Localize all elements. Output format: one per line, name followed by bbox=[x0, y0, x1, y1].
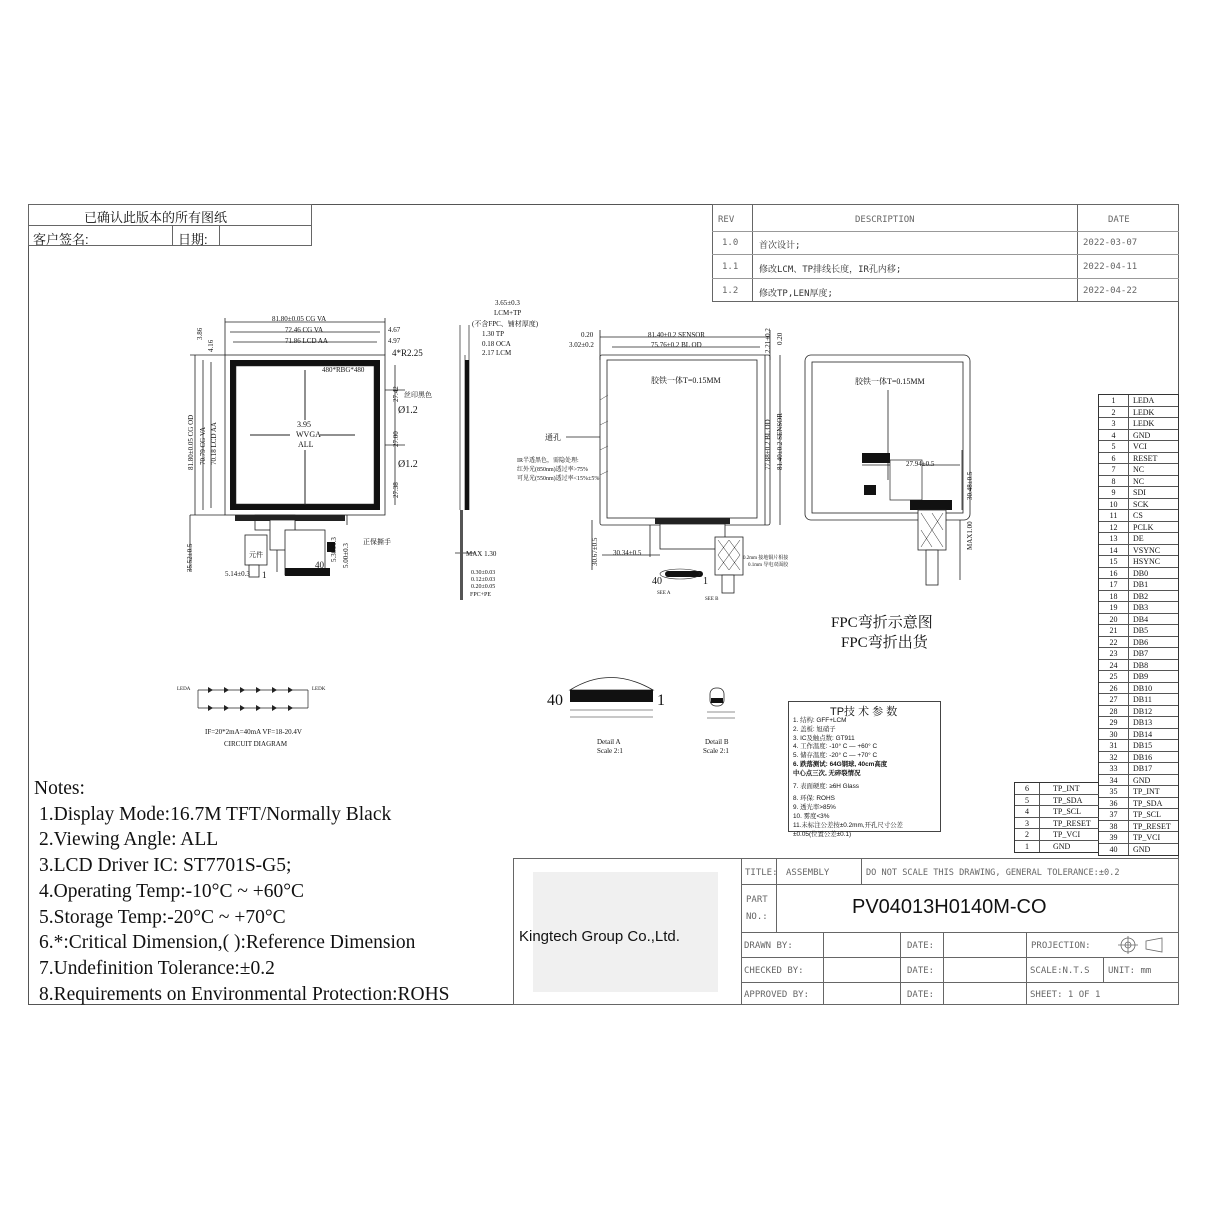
pin-row bbox=[1099, 740, 1178, 752]
pin-number: 32 bbox=[1099, 752, 1129, 763]
bent-max: MAX1.00 bbox=[966, 521, 974, 550]
rev-number: 1.1 bbox=[722, 262, 739, 272]
tb-row-1 bbox=[741, 884, 1179, 885]
scale-label: SCALE:N.T.S bbox=[1030, 966, 1090, 976]
note-item: 2.Viewing Angle: ALL bbox=[39, 829, 219, 851]
date-label: 日期: bbox=[178, 232, 208, 247]
detail-a-title: Detail A bbox=[597, 738, 621, 746]
pin-number: 29 bbox=[1099, 717, 1129, 728]
tp-dim-right-3: 77.88±0.2 BL OD bbox=[764, 419, 772, 470]
pin-number: 9 bbox=[1099, 487, 1129, 498]
pin-signal: DB0 bbox=[1133, 568, 1149, 578]
size-label: 3.95 bbox=[297, 420, 311, 429]
detail-a-pin40: 40 bbox=[547, 692, 563, 709]
pin-signal: HSYNC bbox=[1133, 557, 1161, 566]
pin-row bbox=[1099, 706, 1178, 718]
side-max: MAX 1.30 bbox=[466, 550, 497, 558]
pin-row bbox=[1099, 786, 1178, 798]
pin-signal: TP_RESET bbox=[1133, 821, 1171, 831]
notes-block bbox=[34, 776, 450, 1007]
pin-row bbox=[1099, 407, 1178, 419]
pin-number: 3 bbox=[1099, 418, 1129, 429]
rev-number: 1.2 bbox=[722, 286, 739, 296]
side-layer-oca: 0.18 OCA bbox=[482, 340, 511, 348]
side-fpc-pe: FPC+PE bbox=[470, 592, 492, 598]
rev-header: REV bbox=[718, 215, 735, 225]
pin-signal: SDI bbox=[1133, 488, 1146, 497]
tp-param: 7. 表面硬度: ≥6H Glass bbox=[793, 782, 860, 790]
pin-row bbox=[1099, 729, 1178, 741]
front-pin1: 1 bbox=[262, 570, 267, 580]
side-thickness: 3.65±0.3 bbox=[495, 299, 520, 307]
detail-a-drawing bbox=[565, 665, 665, 725]
pin-row bbox=[1099, 464, 1178, 476]
date-label-2: DATE: bbox=[907, 966, 935, 976]
projection-label: PROJECTION: bbox=[1031, 941, 1091, 951]
tp-pin1: 1 bbox=[703, 576, 708, 587]
company-name: Kingtech Group Co.,Ltd. bbox=[519, 928, 680, 945]
date-label-3: DATE: bbox=[907, 990, 935, 1000]
pin-signal: DB5 bbox=[1133, 626, 1149, 635]
pin-row bbox=[1099, 476, 1178, 488]
tp-pin-row bbox=[1015, 806, 1099, 818]
side-layer-tp: 1.30 TP bbox=[482, 330, 505, 338]
rev-description: 修改LCM、TP排线长度，IR孔内移; bbox=[759, 265, 902, 275]
detail-b-scale: Scale 2:1 bbox=[703, 747, 729, 755]
title-value: ASSEMBLY bbox=[786, 868, 830, 878]
pin-row bbox=[1099, 591, 1178, 603]
pin-signal: DB2 bbox=[1133, 591, 1149, 601]
pin-signal: LEDA bbox=[1133, 396, 1155, 405]
tp-param: 2. 盖板: 旭硝子 bbox=[793, 725, 836, 733]
pin-signal: DB16 bbox=[1133, 752, 1153, 762]
dim-cg-va-left: 70.79 CG VA bbox=[199, 426, 207, 465]
pin-signal: DB10 bbox=[1133, 683, 1153, 693]
pin-signal: GND bbox=[1133, 430, 1151, 440]
dim-right-2: 4.97 bbox=[388, 337, 401, 345]
part-label-2: NO.: bbox=[746, 912, 768, 922]
tp-param: 中心点三次, 无碎裂情况 bbox=[793, 769, 861, 777]
pin-signal: NC bbox=[1133, 465, 1145, 474]
side-lcm-tp: LCM+TP bbox=[494, 309, 522, 317]
detail-a-pin1: 1 bbox=[657, 692, 665, 709]
dim-lcd-aa-left: 70.18 LCD AA bbox=[210, 422, 218, 465]
tp-pin-number: 4 bbox=[1015, 806, 1040, 817]
pin-row bbox=[1099, 694, 1178, 706]
customer-sign-label: 客户签名: bbox=[33, 232, 89, 247]
fpc-bend-subtitle: FPC弯折出货 bbox=[841, 635, 928, 651]
pin-signal: TP_INT bbox=[1133, 787, 1160, 796]
note-item: 3.LCD Driver IC: ST7701S-G5; bbox=[39, 855, 292, 877]
revision-row bbox=[712, 232, 1179, 255]
pin-signal: DB11 bbox=[1133, 695, 1152, 704]
pin-number: 7 bbox=[1099, 464, 1129, 475]
pin-number: 15 bbox=[1099, 556, 1129, 567]
pin-signal: DB13 bbox=[1133, 718, 1153, 727]
unit-label: UNIT: mm bbox=[1108, 966, 1152, 976]
pin-row bbox=[1099, 568, 1178, 580]
dim-bottom-2: 5.30±0.3 bbox=[330, 537, 338, 562]
note-item: 1.Display Mode:16.7M TFT/Normally Black bbox=[39, 803, 392, 825]
tp-hole-label: 通孔 bbox=[545, 433, 561, 442]
pin-number: 21 bbox=[1099, 625, 1129, 636]
pin-row bbox=[1099, 775, 1178, 787]
pin-number: 1 bbox=[1099, 395, 1129, 406]
tp-pin-signal: TP_SCL bbox=[1053, 807, 1082, 816]
tp-param: 1. 结构: GFF+LCM bbox=[793, 717, 847, 724]
pin-signal: TP_SDA bbox=[1133, 798, 1163, 808]
tp-dim-sensor: 81.40±0.2 SENSOR bbox=[648, 331, 705, 339]
tb-col-6 bbox=[1103, 957, 1104, 982]
pin-number: 35 bbox=[1099, 786, 1129, 797]
pin-row bbox=[1099, 648, 1178, 660]
pin-row bbox=[1099, 763, 1178, 775]
pin-number: 12 bbox=[1099, 522, 1129, 533]
detail-b-drawing bbox=[705, 680, 745, 725]
pin-signal: DB7 bbox=[1133, 649, 1149, 658]
description-header: DESCRIPTION bbox=[855, 215, 915, 225]
pin-number: 13 bbox=[1099, 533, 1129, 544]
circuit-spec: IF=20*2mA=40mA VF=18-20.4V bbox=[205, 728, 302, 736]
note-item: 4.Operating Temp:-10°C ~ +60°C bbox=[39, 880, 305, 902]
tp-pin-number: 6 bbox=[1015, 783, 1040, 794]
pin-row bbox=[1099, 614, 1178, 626]
tp-pin-row bbox=[1015, 841, 1099, 853]
part-label-1: PART bbox=[746, 895, 768, 905]
pin-row bbox=[1099, 499, 1178, 511]
tp-param: ±0.05(位置公差±0.1) bbox=[793, 830, 852, 838]
pin-row bbox=[1099, 556, 1178, 568]
dim-bottom-1: 35.52±0.5 bbox=[186, 543, 194, 572]
pin-signal: DE bbox=[1133, 534, 1144, 543]
pin-table bbox=[1098, 394, 1179, 856]
pin-signal: DB12 bbox=[1133, 706, 1153, 716]
hole-2: Ø1.2 bbox=[398, 459, 418, 470]
tp-params-list bbox=[793, 717, 939, 839]
tp-bottom-dim-2: 30.34±0.5 bbox=[613, 549, 642, 557]
title-label: TITLE: bbox=[745, 868, 778, 878]
approval-title: 已确认此版本的所有图纸 bbox=[84, 210, 228, 225]
pin-row bbox=[1099, 832, 1178, 844]
projection-symbol-icon bbox=[1116, 935, 1168, 955]
pin-number: 10 bbox=[1099, 499, 1129, 510]
tp-pin-signal: GND bbox=[1053, 841, 1071, 851]
dim-left-small-1: 3.86 bbox=[196, 327, 204, 340]
pin-signal: TP_VCI bbox=[1133, 833, 1161, 842]
tp-conductor-1: 0.2mm 接地铜片相接 bbox=[743, 556, 789, 561]
pin-row bbox=[1099, 418, 1178, 430]
pin-number: 39 bbox=[1099, 832, 1129, 843]
checked-by-label: CHECKED BY: bbox=[744, 966, 804, 976]
pin-number: 36 bbox=[1099, 798, 1129, 809]
dim-cg-od-left: 81.80±0.05 CG OD bbox=[187, 414, 195, 470]
tb-col-2 bbox=[823, 932, 824, 1005]
side-fpc-dim-3: 0.20±0.05 bbox=[471, 584, 496, 590]
pin-row bbox=[1099, 453, 1178, 465]
pin-number: 6 bbox=[1099, 453, 1129, 464]
detail-a-scale: Scale 2:1 bbox=[597, 747, 623, 755]
tp-param: 8. 环保: ROHS bbox=[793, 795, 835, 803]
pin-number: 19 bbox=[1099, 602, 1129, 613]
tp-dim-right-2: 0.20 bbox=[776, 332, 784, 345]
revision-header bbox=[712, 209, 1179, 232]
pin-number: 23 bbox=[1099, 648, 1129, 659]
dim-radius: 4*R2.25 bbox=[392, 348, 423, 358]
rev-description: 修改TP,LEN厚度; bbox=[759, 289, 833, 299]
date-header: DATE bbox=[1108, 215, 1130, 225]
front-pin40: 40 bbox=[315, 560, 324, 570]
pin-number: 31 bbox=[1099, 740, 1129, 751]
dim-right-1: 4.67 bbox=[388, 326, 401, 334]
pin-number: 24 bbox=[1099, 660, 1129, 671]
pin-number: 26 bbox=[1099, 683, 1129, 694]
pin-row bbox=[1099, 637, 1178, 649]
tp-bottom-dim-1: 30.67±0.5 bbox=[591, 537, 599, 566]
scale-note: DO NOT SCALE THIS DRAWING, GENERAL TOLERANCE:±0.2 bbox=[866, 868, 1120, 878]
approved-by-label: APPROVED BY: bbox=[744, 990, 810, 1000]
tp-pin-row bbox=[1015, 829, 1099, 841]
tp-pin-number: 5 bbox=[1015, 795, 1040, 806]
mode-label: WVGA bbox=[296, 430, 321, 439]
pin-signal: VSYNC bbox=[1133, 545, 1161, 555]
tb-row-4 bbox=[741, 982, 1179, 983]
tp-pin-number: 1 bbox=[1015, 841, 1040, 853]
tp-param: 3. IC及触点数: GT911 bbox=[793, 734, 855, 742]
pin-row bbox=[1099, 625, 1178, 637]
tp-pin-row bbox=[1015, 795, 1099, 807]
pin-number: 5 bbox=[1099, 441, 1129, 452]
side-fpc-dim-1: 0.30±0.03 bbox=[471, 570, 496, 576]
note-item: 6.*:Critical Dimension,( ):Reference Dimension bbox=[39, 932, 416, 954]
side-fpc-dim-2: 0.12±0.03 bbox=[471, 577, 496, 583]
tp-param: 4. 工作温度: -10° C — +60° C bbox=[793, 743, 878, 751]
rev-date: 2022-03-07 bbox=[1083, 238, 1138, 248]
tp-conductor-2: 0.1mm 导电双面胶 bbox=[748, 563, 789, 568]
pin-signal: DB15 bbox=[1133, 741, 1153, 750]
circuit-ledk: LEDK bbox=[312, 687, 326, 692]
silk-label: 丝印黑色 bbox=[404, 391, 432, 399]
pin-row bbox=[1099, 717, 1178, 729]
pin-row bbox=[1099, 522, 1178, 534]
bent-dim-1: 27.94±0.5 bbox=[906, 460, 935, 468]
circuit-diagram bbox=[180, 680, 340, 720]
pin-signal: DB9 bbox=[1133, 672, 1149, 681]
rev-description: 首次设计; bbox=[759, 241, 801, 251]
tear-label: 正保撕手 bbox=[363, 538, 391, 546]
tp-pin-number: 3 bbox=[1015, 818, 1040, 829]
tb-row-2 bbox=[741, 932, 1179, 933]
tp-ir-note-3: 可见光(550nm)透过率<15%±5% bbox=[517, 476, 600, 482]
pin-row bbox=[1099, 809, 1178, 821]
dim-v-3: 27.38 bbox=[392, 482, 400, 498]
pin-number: 40 bbox=[1099, 844, 1129, 856]
tp-dim-right-1: 2.21±0.2 bbox=[764, 328, 772, 353]
tp-pin40: 40 bbox=[652, 576, 662, 587]
dim-left-small-2: 4.16 bbox=[207, 339, 215, 352]
pin-signal: PCLK bbox=[1133, 522, 1154, 532]
circuit-title: CIRCUIT DIAGRAM bbox=[224, 740, 288, 748]
pin-signal: RESET bbox=[1133, 453, 1158, 463]
tb-col-3 bbox=[900, 932, 901, 1005]
detail-b-title: Detail B bbox=[705, 738, 729, 746]
pin-row bbox=[1099, 487, 1178, 499]
pin-signal: GND bbox=[1133, 844, 1151, 854]
pin-number: 30 bbox=[1099, 729, 1129, 740]
drawn-by-label: DRAWN BY: bbox=[744, 941, 793, 951]
tb-row-3 bbox=[741, 957, 1179, 958]
pin-row bbox=[1099, 821, 1178, 833]
rev-date: 2022-04-11 bbox=[1083, 262, 1138, 272]
dim-lcd-aa: 71.86 LCD AA bbox=[285, 337, 328, 345]
pin-signal: DB3 bbox=[1133, 603, 1149, 612]
pin-row bbox=[1099, 510, 1178, 522]
pin-signal: DB8 bbox=[1133, 660, 1149, 670]
tp-pin-row bbox=[1015, 818, 1099, 830]
pin-signal: LEDK bbox=[1133, 407, 1155, 417]
pin-row bbox=[1099, 395, 1178, 407]
pin-signal: CS bbox=[1133, 511, 1143, 520]
pin-number: 25 bbox=[1099, 671, 1129, 682]
circuit-leda: LEDA bbox=[177, 687, 191, 692]
tp-pin-row bbox=[1015, 783, 1099, 795]
tb-col-4 bbox=[943, 932, 944, 1005]
tp-param: 9. 透光率>85% bbox=[793, 804, 836, 812]
note-item: 5.Storage Temp:-20°C ~ +70°C bbox=[39, 906, 286, 928]
pin-number: 2 bbox=[1099, 407, 1129, 418]
tp-param: 11.未标注公差按±0.2mm,开孔尺寸公差 bbox=[793, 821, 903, 829]
pin-row bbox=[1099, 545, 1178, 557]
date-label-1: DATE: bbox=[907, 941, 935, 951]
tp-tape-label: 胶铁一体T=0.15MM bbox=[651, 376, 721, 385]
pin-number: 4 bbox=[1099, 430, 1129, 441]
component-label: 元件 bbox=[249, 551, 263, 559]
pin-number: 37 bbox=[1099, 809, 1129, 820]
pin-number: 33 bbox=[1099, 763, 1129, 774]
angle-label: ALL bbox=[298, 440, 314, 449]
pin-signal: NC bbox=[1133, 476, 1145, 486]
rev-date: 2022-04-22 bbox=[1083, 286, 1138, 296]
pin-signal: DB14 bbox=[1133, 729, 1153, 739]
pin-signal: GND bbox=[1133, 775, 1151, 785]
tp-param: 5. 储存温度: -20° C — +70° C bbox=[793, 752, 878, 760]
pin-number: 8 bbox=[1099, 476, 1129, 487]
pin-row bbox=[1099, 533, 1178, 545]
pin-row bbox=[1099, 844, 1178, 856]
dim-v-2: 27.00 bbox=[392, 431, 400, 447]
pin-number: 28 bbox=[1099, 706, 1129, 717]
tp-param: 6. 跌落测试: 64G钢球, 40cm高度 bbox=[793, 760, 888, 768]
pin-number: 38 bbox=[1099, 821, 1129, 832]
pin-number: 20 bbox=[1099, 614, 1129, 625]
sheet-label: SHEET: 1 OF 1 bbox=[1030, 990, 1101, 1000]
dim-v-1: 27.42 bbox=[392, 386, 400, 402]
tp-pin-signal: TP_SDA bbox=[1053, 795, 1083, 805]
tp-dim-bl-od: 75.76±0.2 BL OD bbox=[651, 341, 702, 349]
resolution-label: 480*RBG*480 bbox=[322, 366, 365, 374]
note-item: 8.Requirements on Environmental Protection:ROHS bbox=[39, 983, 450, 1005]
pin-number: 11 bbox=[1099, 510, 1129, 521]
tb-col-title2 bbox=[861, 858, 862, 884]
tp-ir-note-1: IR半透黑色，需隐处理: bbox=[517, 458, 579, 464]
rev-number: 1.0 bbox=[722, 238, 739, 248]
tp-see-b: SEE B bbox=[705, 597, 719, 602]
tp-pin-signal: TP_VCI bbox=[1053, 830, 1081, 839]
pin-number: 18 bbox=[1099, 591, 1129, 602]
pin-signal: LEDK bbox=[1133, 419, 1155, 428]
tp-param: 10. 雾度<3% bbox=[793, 812, 830, 820]
tp-params-title: TP技 术 参 数 bbox=[830, 706, 898, 718]
pin-number: 14 bbox=[1099, 545, 1129, 556]
bent-tape-label: 胶铁一体T=0.15MM bbox=[855, 377, 925, 386]
tp-pin-table bbox=[1014, 782, 1099, 853]
note-item: 7.Undefinition Tolerance:±0.2 bbox=[39, 957, 275, 979]
dim-cg-va-top: 81.80±0.05 CG VA bbox=[272, 315, 327, 323]
pin-row bbox=[1099, 660, 1178, 672]
notes-heading: Notes: bbox=[34, 778, 85, 799]
pin-number: 34 bbox=[1099, 775, 1129, 786]
pin-signal: DB17 bbox=[1133, 764, 1153, 773]
tp-ir-note-2: 红外光(850nm)透过率>75% bbox=[517, 467, 589, 473]
bent-dim-2: 30.48±0.5 bbox=[966, 471, 974, 500]
tp-see-a: SEE A bbox=[657, 591, 671, 596]
dim-cg-va: 72.46 CG VA bbox=[285, 326, 324, 334]
tp-dim-020: 0.20 bbox=[581, 331, 594, 339]
dim-bottom-4: 5.14±0.3 bbox=[225, 570, 250, 578]
pin-number: 22 bbox=[1099, 637, 1129, 648]
pin-number: 17 bbox=[1099, 579, 1129, 590]
pin-signal: SCK bbox=[1133, 499, 1149, 509]
pin-row bbox=[1099, 441, 1178, 453]
dim-bottom-3: 5.00±0.3 bbox=[342, 543, 350, 568]
pin-row bbox=[1099, 430, 1178, 442]
pin-row bbox=[1099, 671, 1178, 683]
fpc-bend-title: FPC弯折示意图 bbox=[831, 615, 933, 631]
pin-row bbox=[1099, 579, 1178, 591]
pin-signal: VCI bbox=[1133, 442, 1147, 451]
pin-signal: DB1 bbox=[1133, 580, 1149, 589]
pin-signal: DB6 bbox=[1133, 637, 1149, 647]
pin-signal: TP_SCL bbox=[1133, 810, 1162, 819]
pin-signal: DB4 bbox=[1133, 614, 1149, 624]
hole-1: Ø1.2 bbox=[398, 405, 418, 416]
pin-row bbox=[1099, 602, 1178, 614]
pin-number: 16 bbox=[1099, 568, 1129, 579]
revision-row bbox=[712, 280, 1179, 303]
tp-pin-signal: TP_INT bbox=[1053, 784, 1080, 793]
revision-row bbox=[712, 256, 1179, 279]
pin-row bbox=[1099, 752, 1178, 764]
tp-pin-signal: TP_RESET bbox=[1053, 818, 1091, 828]
tp-pin-number: 2 bbox=[1015, 829, 1040, 840]
part-number: PV04013H0140M-CO bbox=[852, 896, 1047, 918]
pin-row bbox=[1099, 798, 1178, 810]
tp-dim-302: 3.02±0.2 bbox=[569, 341, 594, 349]
pin-row bbox=[1099, 683, 1178, 695]
side-layer-lcm: 2.17 LCM bbox=[482, 349, 512, 357]
tp-dim-right-4: 81.40±0.2 SENSOR bbox=[776, 413, 784, 470]
side-note: (不含FPC、铺材厚度) bbox=[472, 320, 539, 328]
tb-col-5 bbox=[1026, 932, 1027, 1005]
pin-number: 27 bbox=[1099, 694, 1129, 705]
